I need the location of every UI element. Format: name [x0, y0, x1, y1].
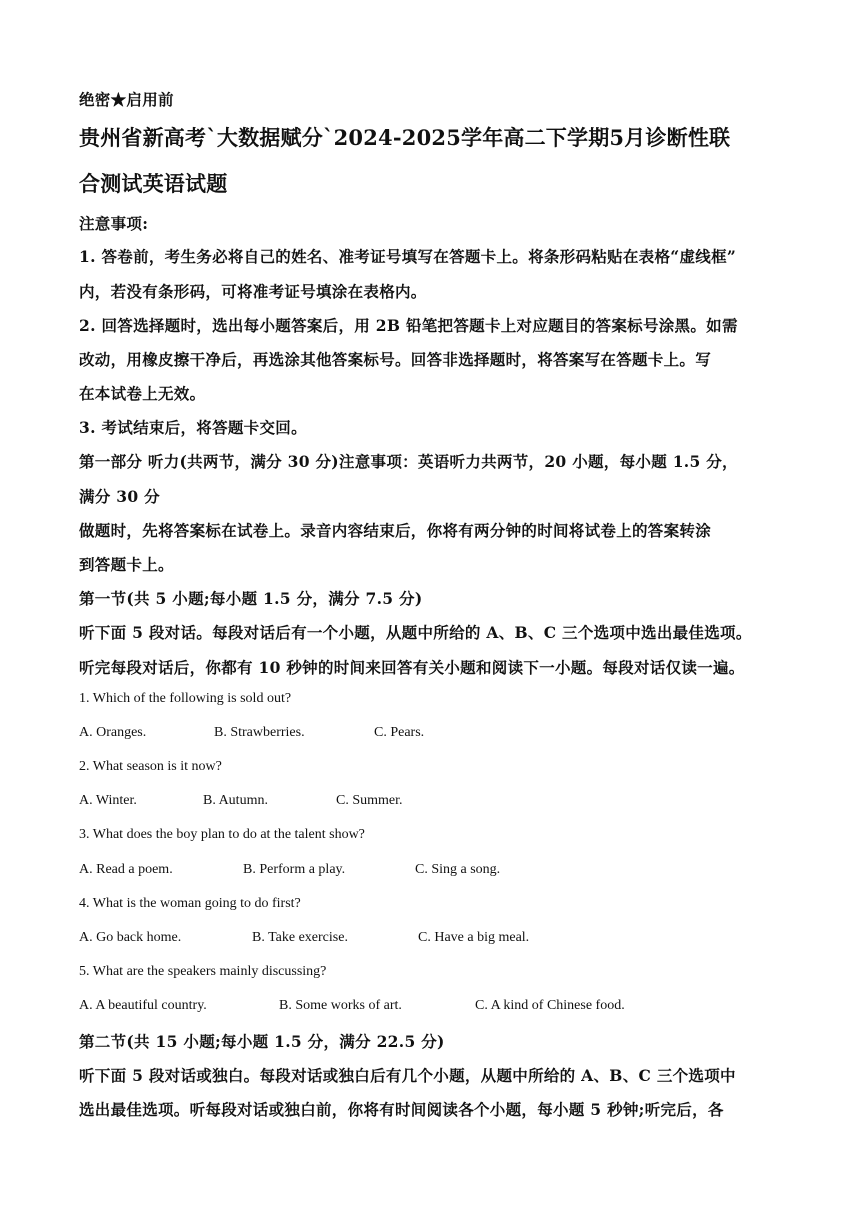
question-4: 4. What is the woman going to do first?	[79, 896, 301, 911]
question-5-option-b: B. Some works of art.	[279, 998, 402, 1013]
question-1-option-b: B. Strawberries.	[214, 725, 305, 740]
part1-heading: 第一部分 听力(共两节，满分 30 分)注意事项：英语听力共两节，20 小题，每小题 1.5 分，	[79, 452, 738, 471]
section1-instruction-b: 听完每段对话后，你都有 10 秒钟的时间来回答有关小题和阅读下一小题。每段对话仅读一遍。	[79, 658, 745, 677]
secret-label: 绝密★启用前	[79, 90, 174, 109]
question-4-option-a: A. Go back home.	[79, 930, 182, 945]
question-5-option-a: A. A beautiful country.	[79, 998, 207, 1013]
question-3-option-c: C. Sing a song.	[415, 862, 501, 877]
notes-heading: 注意事项:	[79, 214, 149, 233]
note-1-line-a: 1. 答卷前，考生务必将自己的姓名、准考证号填写在答题卡上。将条形码粘贴在表格“虚线框”	[79, 247, 737, 266]
page-title-line-2: 合测试英语试题	[79, 171, 228, 196]
question-2-option-c: C. Summer.	[336, 793, 403, 808]
note-3: 3. 考试结束后，将答题卡交回。	[79, 418, 307, 437]
question-3-option-b: B. Perform a play.	[243, 862, 346, 877]
section1-heading: 第一节(共 5 小题;每小题 1.5 分，满分 7.5 分)	[79, 589, 423, 608]
question-1: 1. Which of the following is sold out?	[79, 691, 292, 706]
part1-line-b: 满分 30 分	[79, 487, 160, 506]
question-5: 5. What are the speakers mainly discussing?	[79, 964, 327, 979]
note-2-line-c: 在本试卷上无效。	[79, 384, 206, 403]
question-3: 3. What does the boy plan to do at the talent show?	[79, 827, 365, 842]
question-1-option-a: A. Oranges.	[79, 725, 147, 740]
note-2-line-a: 2. 回答选择题时，选出每小题答案后，用 2B 铅笔把答题卡上对应题目的答案标号涂黑。如需	[79, 316, 738, 335]
section2-instruction-b: 选出最佳选项。听每段对话或独白前，你将有时间阅读各个小题，每小题 5 秒钟;听完后，各	[79, 1100, 724, 1119]
section2-heading: 第二节(共 15 小题;每小题 1.5 分，满分 22.5 分)	[79, 1032, 445, 1051]
part1-line-c: 做题时，先将答案标在试卷上。录音内容结束后，你将有两分钟的时间将试卷上的答案转涂	[79, 521, 712, 540]
question-2: 2. What season is it now?	[79, 759, 222, 774]
question-2-option-b: B. Autumn.	[203, 793, 268, 808]
section1-instruction-a: 听下面 5 段对话。每段对话后有一个小题，从题中所给的 A、B、C 三个选项中选出最佳选项。	[79, 623, 752, 642]
question-2-option-a: A. Winter.	[79, 793, 137, 808]
section2-instruction-a: 听下面 5 段对话或独白。每段对话或独白后有几个小题，从题中所给的 A、B、C 三个选项中	[79, 1066, 736, 1085]
note-1-line-b: 内，若没有条形码，可将准考证号填涂在表格内。	[79, 282, 427, 301]
note-2-line-b: 改动，用橡皮擦干净后，再选涂其他答案标号。回答非选择题时，将答案写在答题卡上。写	[79, 350, 712, 369]
question-5-option-c: C. A kind of Chinese food.	[475, 998, 625, 1013]
part1-line-d: 到答题卡上。	[79, 555, 174, 574]
page-title-line-1: 贵州省新高考`大数据赋分`2024-2025学年高二下学期5月诊断性联	[79, 125, 731, 150]
question-4-option-c: C. Have a big meal.	[418, 930, 530, 945]
question-3-option-a: A. Read a poem.	[79, 862, 173, 877]
question-4-option-b: B. Take exercise.	[252, 930, 348, 945]
question-1-option-c: C. Pears.	[374, 725, 425, 740]
